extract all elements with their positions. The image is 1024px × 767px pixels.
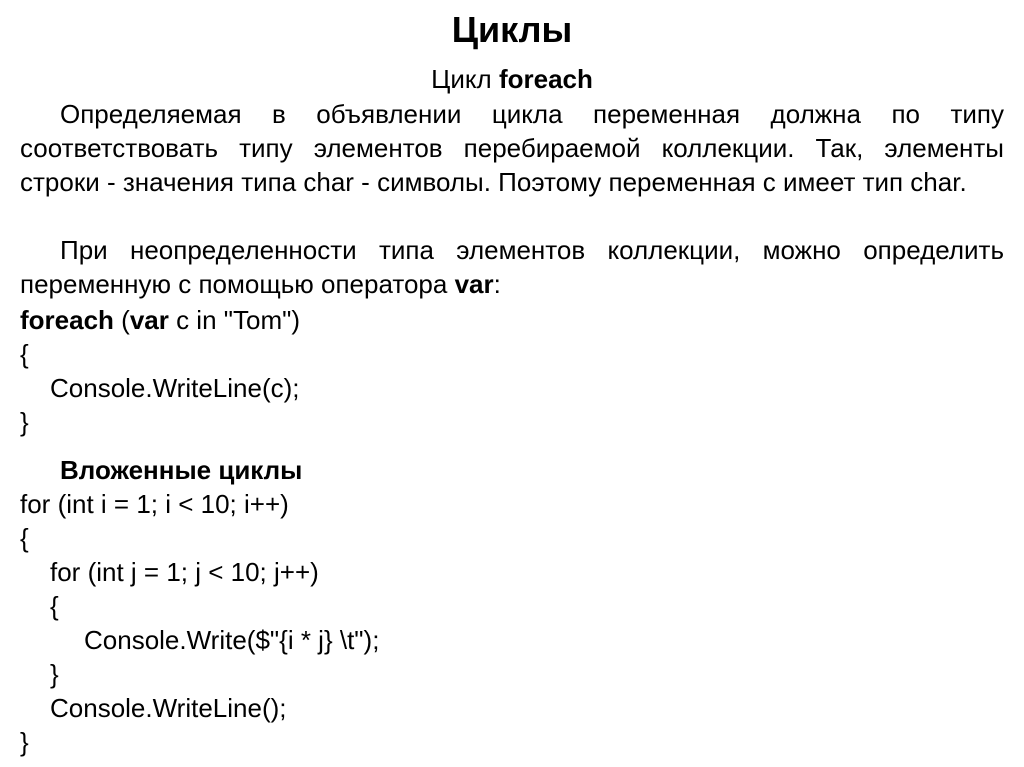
code1-var-keyword: var bbox=[129, 305, 169, 335]
code1-line3: Console.WriteLine(c); bbox=[50, 373, 300, 403]
code1-paren: ( bbox=[113, 305, 130, 335]
slide-subtitle bbox=[0, 62, 1024, 96]
nested-loops-heading: Вложенные циклы bbox=[60, 455, 303, 485]
subtitle-prefix: Цикл bbox=[431, 64, 499, 94]
code2-line5: Console.Write($"{i * j} \t"); bbox=[84, 625, 380, 655]
paragraph-variable-type bbox=[20, 97, 1004, 199]
code2-line3: for (int j = 1; j < 10; j++) bbox=[50, 557, 319, 587]
code2-line6: } bbox=[50, 659, 59, 689]
paragraph1-text: Определяемая в объявлении цикла переменная должна по типу соответствовать типу элементов перебираемой коллекции. Так, элементы строки - значения типа char - символы. Поэтому переменная c имеет тип char. bbox=[20, 99, 1004, 197]
code1-foreach-keyword: foreach bbox=[20, 305, 114, 335]
paragraph-var-operator bbox=[20, 233, 1004, 301]
paragraph2-end: : bbox=[493, 269, 501, 299]
paragraph2-keyword: var bbox=[454, 269, 494, 299]
code2-line2: { bbox=[20, 523, 29, 553]
slide-title: Циклы bbox=[451, 9, 573, 50]
code1-line4: } bbox=[20, 407, 29, 437]
code2-line7: Console.WriteLine(); bbox=[50, 693, 287, 723]
code2-line4: { bbox=[50, 591, 59, 621]
code2-line1: for (int i = 1; i < 10; i++) bbox=[20, 489, 289, 519]
subtitle-keyword: foreach bbox=[498, 64, 593, 94]
code1-line2: { bbox=[20, 339, 29, 369]
code1-rest: c in "Tom") bbox=[168, 305, 301, 335]
paragraph2-text: При неопределенности типа элементов коллекции, можно определить переменную с помощью оператора bbox=[20, 235, 1004, 299]
code1-line1 bbox=[20, 303, 300, 337]
code2-line8: } bbox=[20, 727, 29, 757]
